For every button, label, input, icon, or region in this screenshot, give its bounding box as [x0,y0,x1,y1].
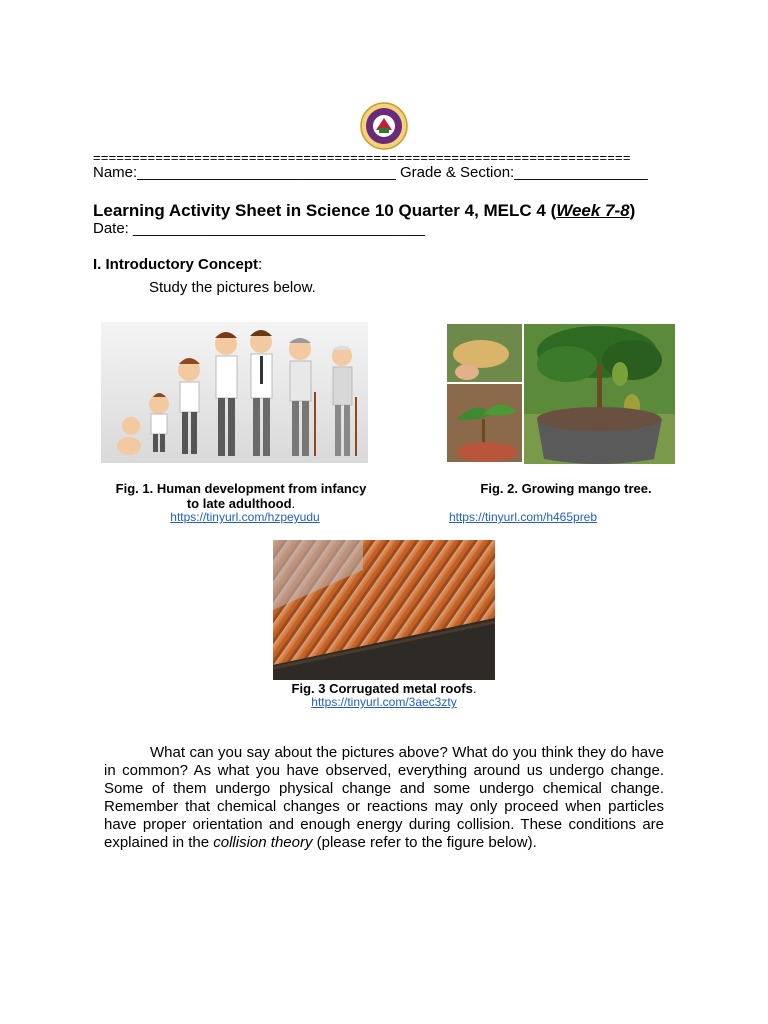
name-grade-line [93,164,648,181]
date-line [93,220,425,237]
figure-2-link[interactable]: https://tinyurl.com/h465preb [448,510,598,524]
paragraph-emphasis: collision theory [213,834,313,851]
instruction-text: Study the pictures below. [149,279,316,296]
figure-1-caption-line2: to late adulthood [186,496,292,511]
figure-1-caption-end: . [291,496,296,511]
corrugated-roof-image [273,540,495,680]
date-label: Date: [93,220,129,237]
date-blank: ___________________________________ [133,220,426,237]
figure-3-caption [273,681,495,696]
paragraph-text-end: (please refer to the figure below). [312,834,537,851]
grade-section-blank: ________________ [514,164,648,181]
figure-1-link[interactable]: https://tinyurl.com/hzpeyudu [170,510,320,524]
figure-3-link[interactable]: https://tinyurl.com/3aec3zty [311,695,457,709]
name-label: Name: [93,164,138,181]
separator-line: ===================================================================== [93,150,631,165]
human-development-image [101,322,368,463]
section-heading [93,256,262,273]
title-suffix: ) [629,201,636,220]
paragraph-text: What can you say about the pictures above? What do you think they do have in common? As what you have observed, everything around us undergo change. Some of them undergo physical change and some undergo chemical change. Remember that chemical changes or reactions may only proceed when particles have proper orientation and enough energy during collision. These conditions are explained in the [104,744,664,851]
page-title [93,201,635,221]
name-blank: _______________________________ [137,164,396,181]
title-prefix: Learning Activity Sheet in Science 10 Quarter 4, MELC 4 ( [93,201,557,220]
title-week: Week 7-8 [556,201,630,220]
intro-paragraph [104,744,664,852]
school-seal-logo [359,102,409,150]
section-heading-colon: : [258,256,263,273]
figure-1-caption [101,481,381,511]
mango-tree-image [447,324,675,464]
figure-1-caption-line1: Fig. 1. Human development from infancy [115,481,367,496]
grade-section-label: Grade & Section: [399,164,515,181]
section-heading-text: I. Introductory Concept [93,256,258,273]
figure-3-caption-text: Fig. 3 Corrugated metal roofs [291,681,473,696]
figure-3-caption-end: . [472,681,477,696]
figure-2-caption: Fig. 2. Growing mango tree. [480,481,652,496]
